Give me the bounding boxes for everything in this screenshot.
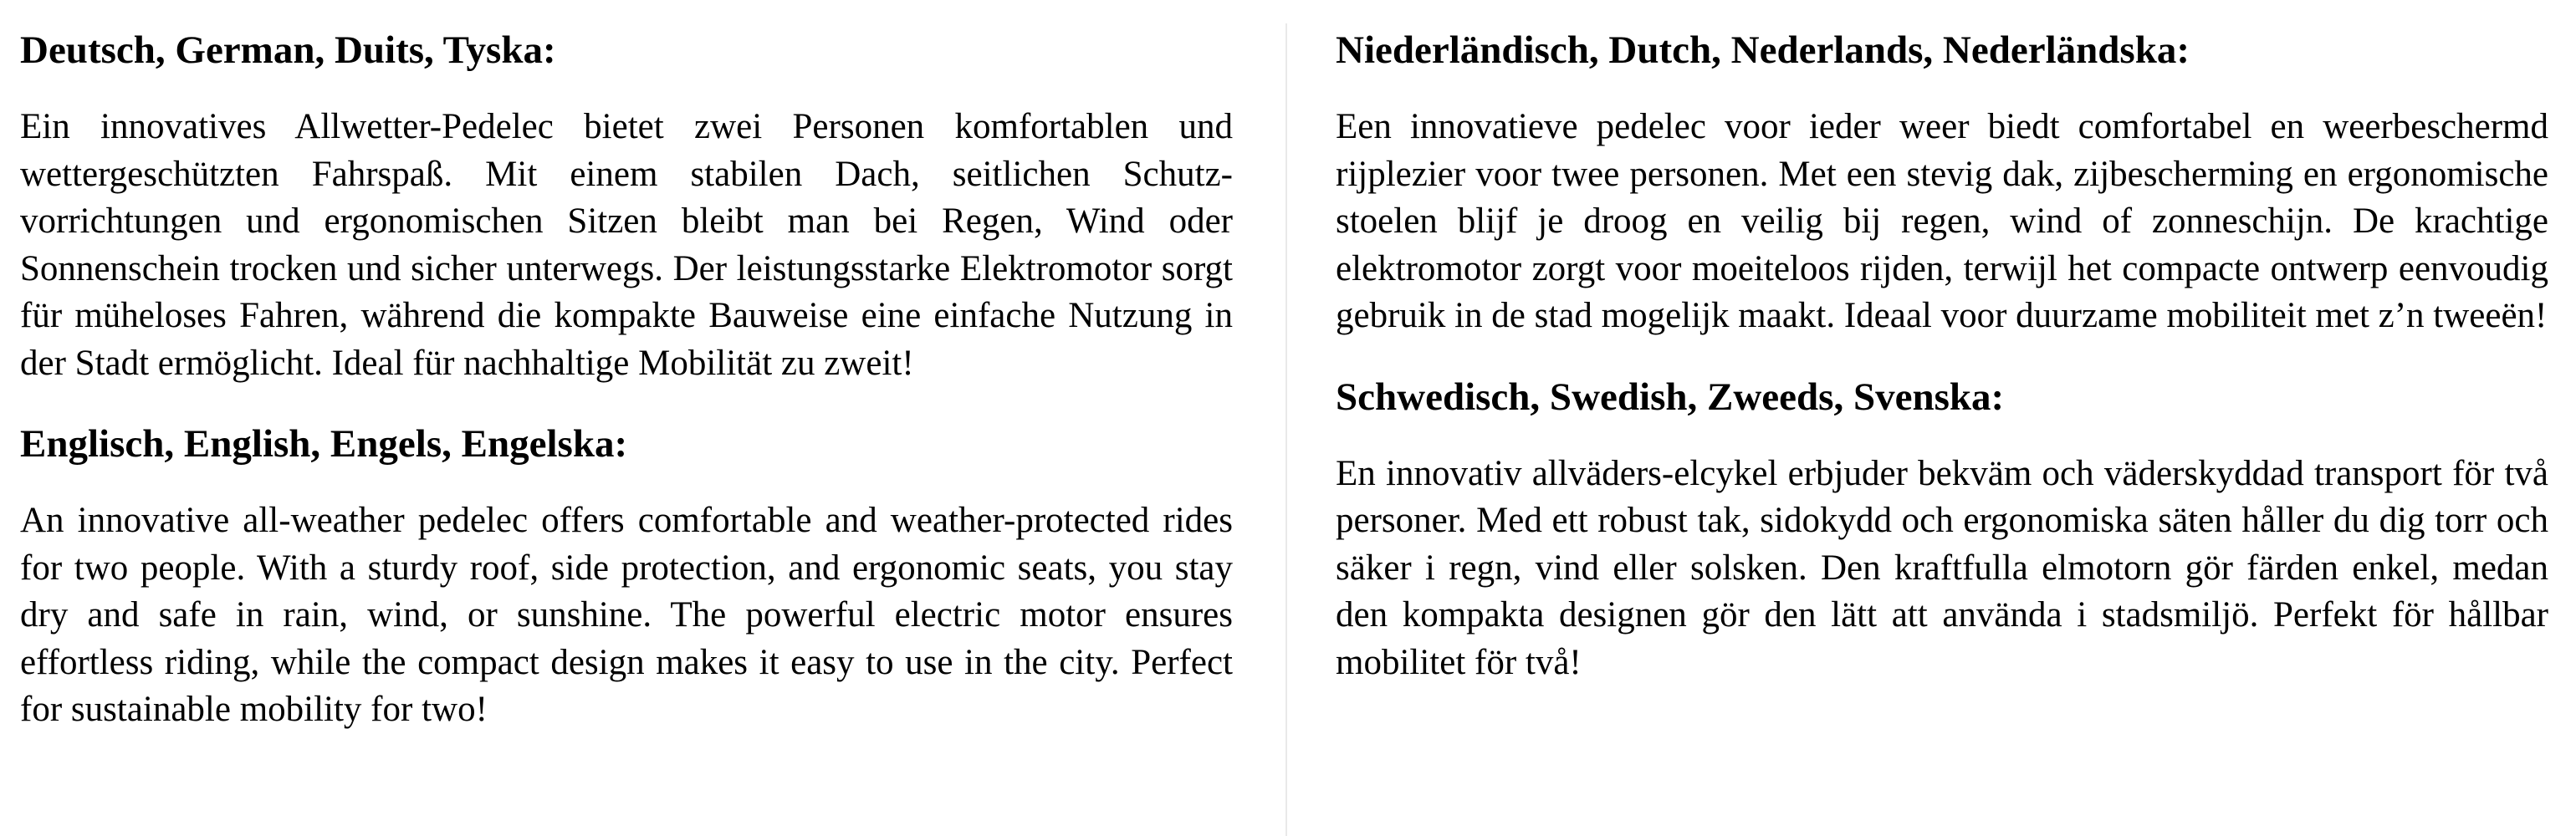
heading-swedish: Schwedisch, Swedish, Zweeds, Svenska:: [1336, 375, 2005, 419]
text-english: An innovative all-weather pedelec offers comfortable and weather-protected rides for two people. With a sturdy roof, side protection, and ergonomic seats, you stay dry and safe in rain, wind, or sunshine. The powerful electric motor ensures effortless riding, while the compact design makes it easy to use in the city. Perfect for sustainable mobility for two!: [20, 501, 1233, 729]
heading-dutch: Niederländisch, Dutch, Nederlands, Nederländska:: [1336, 28, 2190, 72]
right-column: [1336, 25, 2548, 686]
section-dutch: [1336, 25, 2548, 340]
column-divider: [1285, 23, 1287, 836]
section-swedish: [1336, 372, 2548, 687]
text-dutch: Een innovatieve pedelec voor ieder weer biedt comfortabel en weerbeschermd rijplezier voor twee personen. Met een stevig dak, zijbescherming en ergonomische stoelen blijf je droog en veilig bij regen, wind of zonneschijn. De krachtige elektromotor zorgt voor moeiteloos rijden, terwijl het compacte ontwerp eenvoudig gebruik in de stad mogelijk maakt. Ideaal voor duurzame mobiliteit met z’n tweeën!: [1336, 107, 2548, 335]
heading-english: Englisch, English, Engels, Engelska:: [20, 422, 628, 466]
heading-german: Deutsch, German, Duits, Tyska:: [20, 28, 556, 72]
section-german: [20, 25, 1233, 387]
text-swedish: En innovativ allväders-elcykel erbjuder bekväm och väderskyddad transport för två personer. Med ett robust tak, sidokydd och ergonomiska säten håller du dig torr och säker i regn, vind eller solsken. Den kraftfulla elmotorn gör färden enkel, medan den kompakta designen gör den lätt att använda i stadsmiljö. Perfekt för hållbar mobilitet för två!: [1336, 453, 2548, 682]
left-column: [20, 25, 1233, 734]
section-english: [20, 419, 1233, 734]
text-german: Ein innovatives Allwetter-Pedelec bietet zwei Personen komfortablen und wettergeschützten Fahrspaß. Mit einem stabilen Dach, seitlichen Schutzvorrichtungen und ergonomischen Sitzen bleibt man bei Regen, Wind oder Sonnenschein trocken und sicher unterwegs. Der leistungsstarke Elektromotor sorgt für müheloses Fahren, während die kompakte Bauweise eine einfache Nutzung in der Stadt ermöglicht. Ideal für nachhaltige Mobilität zu zweit!: [20, 107, 1233, 383]
